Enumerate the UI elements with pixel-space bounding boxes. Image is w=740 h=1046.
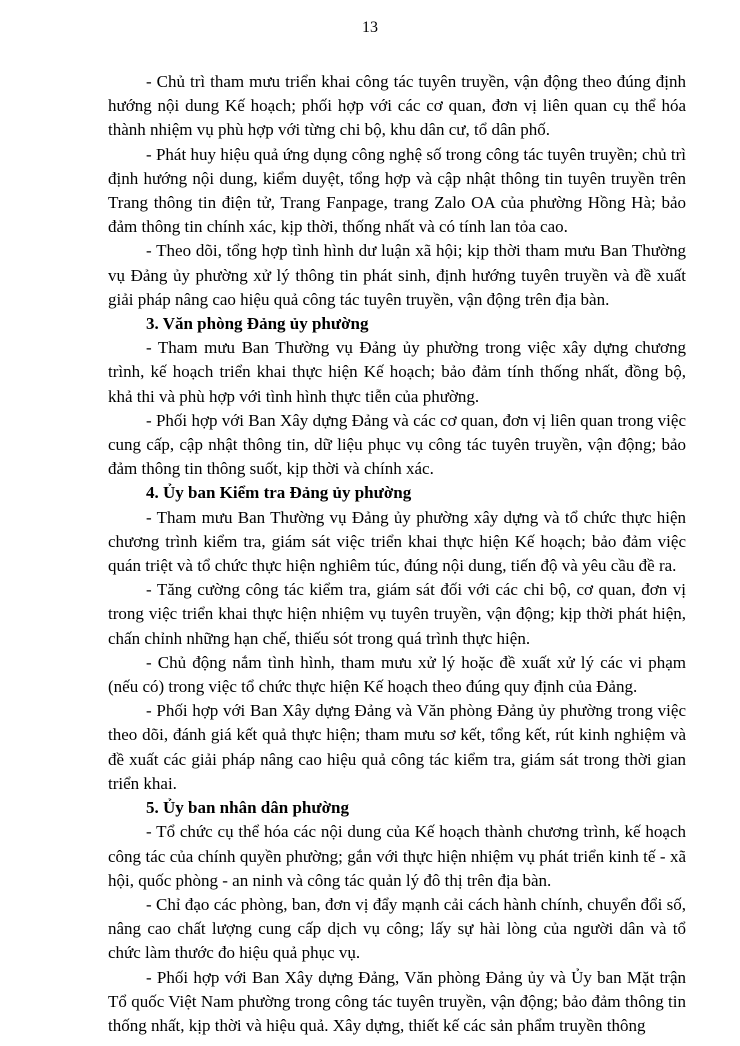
paragraph: - Tham mưu Ban Thường vụ Đảng ủy phường trong việc xây dựng chương trình, kế hoạch triển khai thực hiện Kế hoạch; bảo đảm tính thống nhất, đồng bộ, khả thi và phù hợp với tình hình thực tiễn của phường. <box>108 338 686 406</box>
paragraph: - Tổ chức cụ thể hóa các nội dung của Kế hoạch thành chương trình, kế hoạch công tác của chính quyền phường; gắn với thực hiện nhiệm vụ phát triển kinh tế - xã hội, quốc phòng - an ninh và công tác quản lý đô thị trên địa bàn. <box>108 822 686 890</box>
paragraph: - Chỉ đạo các phòng, ban, đơn vị đẩy mạnh cải cách hành chính, chuyển đổi số, nâng cao chất lượng cung cấp dịch vụ công; lấy sự hài lòng của người dân và tổ chức làm thước đo hiệu quả phục vụ. <box>108 894 686 963</box>
paragraph: - Tham mưu Ban Thường vụ Đảng ủy phường xây dựng và tổ chức thực hiện chương trình kiểm tra, giám sát việc triển khai thực hiện Kế hoạch; bảo đảm việc quán triệt và tổ chức thực hiện nghiêm túc, đúng nội dung, tiến độ và yêu cầu đề ra. <box>108 507 686 576</box>
paragraph: - Phối hợp với Ban Xây dựng Đảng và các cơ quan, đơn vị liên quan trong việc cung cấp, cập nhật thông tin, dữ liệu phục vụ công tác tuyên truyền, vận động; bảo đảm thông tin thông suốt, kịp thời và chính xác. <box>108 410 686 479</box>
paragraph: - Phối hợp với Ban Xây dựng Đảng và Văn phòng Đảng ủy phường trong việc theo dõi, đánh giá kết quả thực hiện; tham mưu sơ kết, tổng kết, rút kinh nghiệm và đề xuất các giải pháp nâng cao hiệu quả công tác kiểm tra, giám sát trong thời gian triển khai. <box>108 701 686 793</box>
section-heading: 3. Văn phòng Đảng ủy phường <box>146 314 369 334</box>
section-heading: 5. Ủy ban nhân dân phường <box>146 798 349 818</box>
paragraph: - Chủ động nắm tình hình, tham mưu xử lý hoặc đề xuất xử lý các vi phạm (nếu có) trong việc tổ chức thực hiện Kế hoạch theo đúng quy định của Đảng. <box>108 652 686 697</box>
paragraph: - Chủ trì tham mưu triển khai công tác tuyên truyền, vận động theo đúng định hướng nội dung Kế hoạch; phối hợp với các cơ quan, đơn vị liên quan cụ thể hóa thành nhiệm vụ phù hợp với từng chi bộ, khu dân cư, tổ dân phố. <box>108 72 686 140</box>
section-heading: 4. Ủy ban Kiểm tra Đảng ủy phường <box>146 483 412 503</box>
paragraph: - Phối hợp với Ban Xây dựng Đảng, Văn phòng Đảng ủy và Ủy ban Mặt trận Tổ quốc Việt Nam phường trong công tác tuyên truyền, vận động; bảo đảm thông tin thống nhất, kịp thời và hiệu quả. Xây dựng, thiết kế các sản phẩm truyền thông <box>108 967 686 1035</box>
document-body <box>108 70 686 1038</box>
paragraph: - Tăng cường công tác kiểm tra, giám sát đối với các chi bộ, cơ quan, đơn vị trong việc triển khai thực hiện nhiệm vụ tuyên truyền, vận động; kịp thời phát hiện, chấn chỉnh những hạn chế, thiếu sót trong quá trình thực hiện. <box>108 580 686 648</box>
paragraph: - Theo dõi, tổng hợp tình hình dư luận xã hội; kịp thời tham mưu Ban Thường vụ Đảng ủy phường xử lý thông tin phát sinh, định hướng tuyên truyền và đề xuất giải pháp nâng cao hiệu quả công tác tuyên truyền, vận động trên địa bàn. <box>108 241 686 309</box>
page-number: 13 <box>362 19 378 36</box>
paragraph: - Phát huy hiệu quả ứng dụng công nghệ số trong công tác tuyên truyền; chủ trì định hướng nội dung, kiểm duyệt, tổng hợp và cập nhật thông tin tuyên truyền trên Trang thông tin điện tử, Trang Fanpage, trang Zalo OA của phường Hồng Hà; bảo đảm thông tin chính xác, kịp thời, thống nhất và có tính lan tỏa cao. <box>108 144 686 237</box>
